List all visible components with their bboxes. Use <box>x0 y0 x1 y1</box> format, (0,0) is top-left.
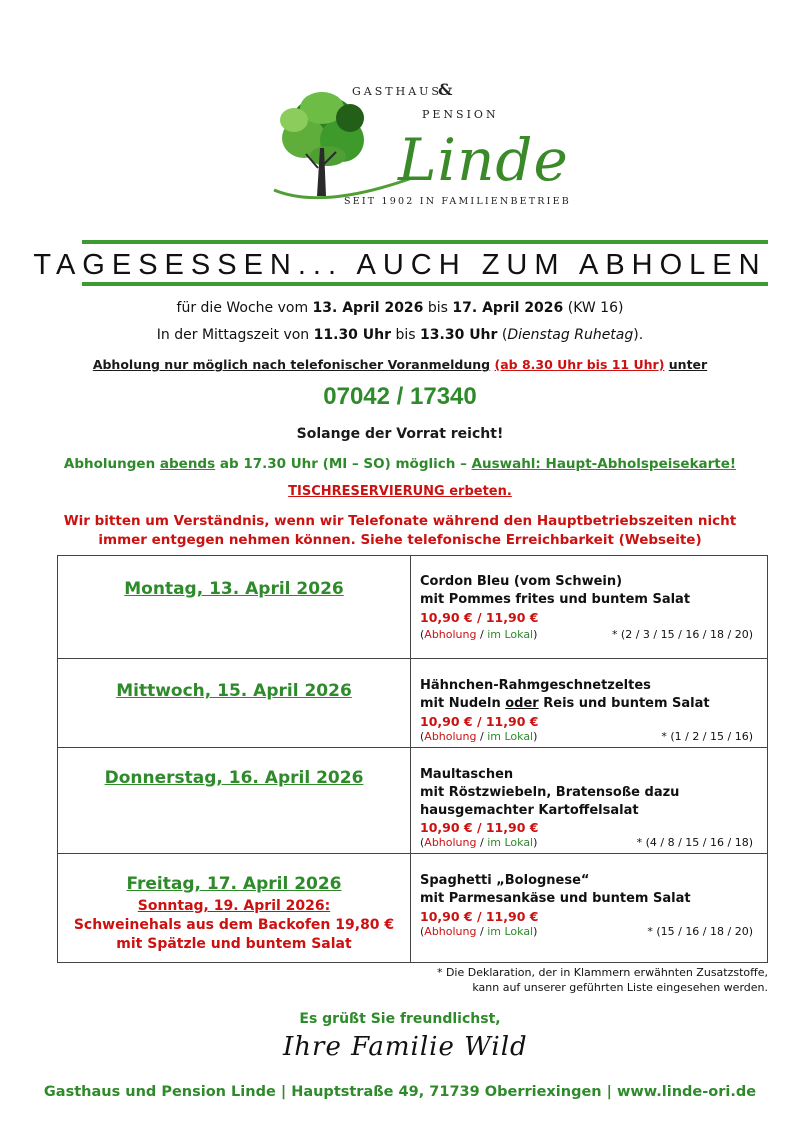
allergen-codes: * (2 / 3 / 15 / 16 / 18 / 20) <box>611 628 753 641</box>
menu-row <box>58 748 767 854</box>
day-label: Montag, 13. April 2026 <box>124 579 344 599</box>
week-line: für die Woche vom 13. April 2026 bis 17. April 2026 (KW 16) <box>176 300 624 316</box>
allergen-codes: * (1 / 2 / 15 / 16) <box>661 730 753 743</box>
pickup-option: (Abholung / im Lokal) <box>420 628 538 641</box>
dish-description: Cordon Bleu (vom Schwein) mit Pommes frites und buntem Salat <box>420 574 691 607</box>
pickup-option: (Abholung / im Lokal) <box>420 836 538 849</box>
pickup-option: (Abholung / im Lokal) <box>420 925 538 938</box>
footer-address: Gasthaus und Pension Linde | Hauptstraße 49, 71739 Oberriexingen | www.linde-ori.de <box>43 1084 757 1100</box>
title-rule-bottom <box>82 282 768 286</box>
day-label: Freitag, 17. April 2026 <box>126 874 342 894</box>
menu-table <box>57 555 768 963</box>
dish-price: 10,90 € / 11,90 € <box>420 714 539 729</box>
logo-name: Linde <box>398 126 569 194</box>
logo-ampersand: & <box>438 80 453 99</box>
dish-price: 10,90 € / 11,90 € <box>420 820 539 835</box>
dish-description: Hähnchen-Rahmgeschnetzeltes mit Nudeln oder Reis und buntem Salat <box>420 678 710 711</box>
stock-note: Solange der Vorrat reicht! <box>296 426 504 442</box>
lunch-line: In der Mittagszeit von 11.30 Uhr bis 13.30 Uhr (Dienstag Ruhetag). <box>156 327 644 343</box>
reservation-note: TISCHRESERVIERUNG erbeten. <box>288 484 512 499</box>
logo-pension: PENSION <box>422 108 499 121</box>
pickup-option: (Abholung / im Lokal) <box>420 730 538 743</box>
menu-row <box>58 854 767 962</box>
apology-note: Wir bitten um Verständnis, wenn wir Telefonate während den Hauptbetriebszeiten nicht immer entgegen nehmen können. Siehe telefonische Erreichbarkeit (Webseite) <box>63 513 737 548</box>
menu-row <box>58 556 767 659</box>
allergen-codes: * (4 / 8 / 15 / 16 / 18) <box>636 836 753 849</box>
day-label: Donnerstag, 16. April 2026 <box>104 768 364 788</box>
logo-gasthaus: GASTHAUS <box>352 85 442 98</box>
dish-description: Maultaschen mit Röstzwiebeln, Bratensoße dazu hausgemachter Kartoffelsalat <box>420 767 680 818</box>
title-rule-top <box>82 240 768 244</box>
allergen-codes: * (15 / 16 / 18 / 20) <box>647 925 753 938</box>
greeting: Es grüßt Sie freundlichst, <box>299 1011 501 1027</box>
page-title: TAGESESSEN... AUCH ZUM ABHOLEN <box>33 249 767 281</box>
logo-since: SEIT 1902 IN FAMILIENBETRIEB <box>344 196 571 207</box>
evening-pickup-line: Abholungen abends ab 17.30 Uhr (MI – SO) möglich – Auswahl: Haupt-Abholspeisekarte! <box>63 456 737 472</box>
day-label: Mittwoch, 15. April 2026 <box>116 681 352 701</box>
dish-description: Spaghetti „Bolognese“ mit Parmesankäse und buntem Salat <box>420 873 691 906</box>
special-dish: Schweinehals aus dem Backofen 19,80 € mit Spätzle und buntem Salat <box>73 917 395 952</box>
signature: Ihre Familie Wild <box>283 1032 528 1062</box>
dish-price: 10,90 € / 11,90 € <box>420 610 539 625</box>
phone-number: 07042 / 17340 <box>323 383 477 410</box>
special-day-label: Sonntag, 19. April 2026: <box>137 898 331 914</box>
declaration-line-2: kann auf unserer geführten Liste eingesehen werden. <box>472 981 768 994</box>
declaration-line-1: * Die Deklaration, der in Klammern erwähnten Zusatzstoffe, <box>436 966 768 979</box>
pickup-notice: Abholung nur möglich nach telefonischer Voranmeldung (ab 8.30 Uhr bis 11 Uhr) unter <box>92 357 708 372</box>
menu-row <box>58 659 767 748</box>
dish-price: 10,90 € / 11,90 € <box>420 909 539 924</box>
